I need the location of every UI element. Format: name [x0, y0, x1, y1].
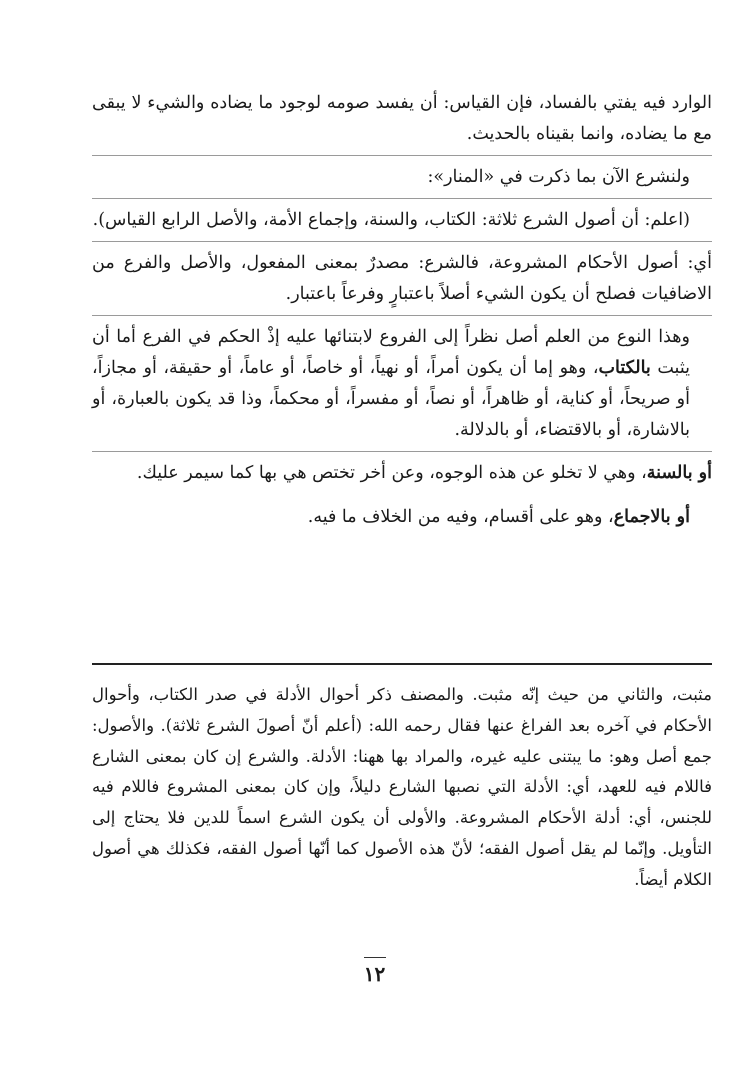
main-text: [92, 88, 712, 533]
paragraph-4: أي: أصول الأحكام المشروعة، فالشرع: مصدرٌ بمعنى المفعول، والأصل والفرع من الاضافيات فصلح أن يكون الشيء أصلاً باعتبارٍ وفرعاً باعتبار.: [92, 253, 712, 304]
page-number-bar: [364, 957, 386, 958]
paragraph-5: [92, 322, 712, 446]
separator-line: [92, 451, 712, 452]
separator-line: [92, 315, 712, 316]
paragraph-6-text: أو بالسنة، وهي لا تخلو عن هذه الوجوه، وعن أخر تختص هي بها كما سيمر عليك.: [136, 463, 712, 483]
page-number-value: ١٢: [363, 962, 386, 986]
paragraph-5-text: وهذا النوع من العلم أصل نظراً إلى الفروع لابتنائها عليه إذْ الحكم في الفرع أما أن يثبت بالكتاب، وهو إما أن يكون أمراً، أو نهياً، أو خاصاً، أو عاماً، أو حقيقة، أو مجازاً، أو صريحاً، أو كناية، أو ظاهراً، أو نصاً، أو مفسراً، أو محكماً، وذا قد يكون بالعبارة، أو بالاشارة، أو بالاقتضاء، أو بالدلالة.: [92, 327, 690, 440]
footnote-divider: [92, 663, 712, 665]
bold-term: بالكتاب: [598, 358, 651, 378]
bold-term: أو بالسنة: [646, 463, 712, 483]
bold-term: أو بالاجماع: [613, 507, 690, 527]
paragraph-6: [92, 458, 712, 489]
paragraph-7-text: أو بالاجماع، وهو على أقسام، وفيه من الخلاف ما فيه.: [307, 507, 690, 527]
footnote-text: مثبت، والثاني من حيث إنّه مثبت. والمصنف ذكر أحوال الأدلة في صدر الكتاب، وأحوال الأحكام في آخره بعد الفراغ عنها فقال رحمه الله: (أعلم أنّ أصولَ الشرع ثلاثة). والأصول: جمع أصل وهو: ما يبتنى عليه غيره، والمراد بها ههنا: الأدلة. والشرع إن كان بمعنى الشارع فاللام فيه للعهد، أي: الأدلة التي نصبها الشارع دليلاً، وإن كان بمعنى المشروع فاللام فيه للجنس، أي: أدلة الأحكام المشروعة. والأولى أن يكون الشرع اسماً للدين فلا يحتاج إلى التأويل. وإنّما لم يقل أصول الفقه؛ لأنّ هذه الأصول كما أنّها أصول الفقه، فكذلك هي أصول الكلام أيضاً.: [92, 685, 712, 889]
separator-line: [92, 241, 712, 242]
separator-line: [92, 155, 712, 156]
page-number: [0, 957, 749, 986]
separator-line: [92, 198, 712, 199]
footnotes: [92, 680, 712, 896]
paragraph-3: (اعلم: أن أصول الشرع ثلاثة: الكتاب، والسنة، وإجماع الأمة، والأصل الرابع القياس).: [92, 210, 690, 230]
paragraph-1: الوارد فيه يفتي بالفساد، فإن القياس: أن يفسد صومه لوجود ما يضاده والشيء لا يبقى مع ما يضاده، وانما بقيناه بالحديث.: [92, 93, 712, 144]
paragraph-7: [92, 502, 712, 533]
paragraph-2: ولنشرع الآن بما ذكرت في «المنار»:: [427, 167, 690, 187]
